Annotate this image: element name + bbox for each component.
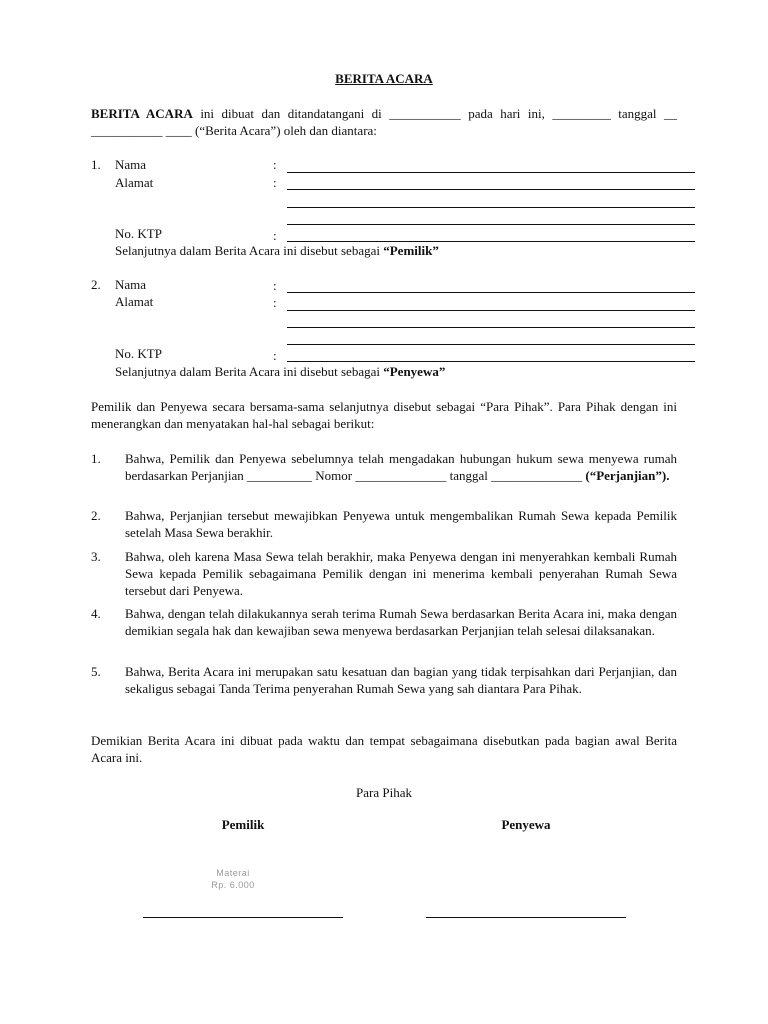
list-item-number: 1.	[91, 451, 101, 466]
party1-address-label: Alamat	[115, 175, 154, 190]
party1-note	[115, 242, 439, 259]
party1-address-line-3	[287, 224, 695, 225]
stamp-label: Materai	[216, 868, 250, 878]
list-item-number: 4.	[91, 606, 101, 621]
party2-note	[115, 363, 445, 380]
stamp-placeholder	[196, 867, 270, 891]
signature-line-pemilik	[143, 917, 343, 918]
closing-paragraph: Demikian Berita Acara ini dibuat pada waktu dan tempat sebagaimana disebutkan pada bagian awal Berita Acara ini.	[91, 733, 677, 765]
list-item-text: Bahwa, oleh karena Masa Sewa telah berakhir, maka Penyewa dengan ini menyerahkan kembali Rumah Sewa kepada Pemilik sebagaimana Pemilik dengan ini menerima kembali penyerahan Rumah Sewa tersebut dari Penyewa.	[125, 549, 677, 598]
intro-lead: BERITA ACARA	[91, 106, 193, 121]
party2-ktp-colon: :	[273, 348, 277, 363]
list-item-text: Bahwa, dengan telah dilakukannya serah terima Rumah Sewa berdasarkan Berita Acara ini, maka dengan demikian segala hak dan kewajiban sewa menyewa berdasarkan Perjanjian telah selesai dilaksanakan.	[125, 606, 677, 638]
para-pihak-paragraph: Pemilik dan Penyewa secara bersama-sama selanjutnya disebut sebagai “Para Pihak”. Para Pihak dengan ini menerangkan dan menyatakan hal-hal sebagai berikut:	[91, 399, 677, 431]
party2-address-label: Alamat	[115, 294, 154, 309]
signature-left-label: Pemilik	[221, 817, 265, 832]
party1-role: “Pemilik”	[383, 243, 439, 258]
party1-ktp-label: No. KTP	[115, 226, 162, 241]
party1-address-line-2	[287, 207, 695, 208]
party1-address-line-1	[287, 189, 695, 190]
party2-name-line	[287, 292, 695, 293]
party1-address-colon: :	[273, 175, 277, 190]
signature-right-label: Penyewa	[501, 817, 551, 832]
list-item-text: Bahwa, Berita Acara ini merupakan satu kesatuan dan bagian yang tidak terpisahkan dari Perjanjian, dan sekaligus sebagai Tanda Terima penyerahan Rumah Sewa yang sah diantara Para Pihak.	[125, 664, 677, 696]
party2-ktp-label: No. KTP	[115, 346, 162, 361]
list-item-number: 5.	[91, 664, 101, 679]
signature-heading: Para Pihak	[356, 785, 412, 800]
document-title: BERITA ACARA	[335, 71, 433, 86]
list-item-text: Bahwa, Perjanjian tersebut mewajibkan Penyewa untuk mengembalikan Rumah Sewa kepada Pemilik setelah Masa Sewa berakhir.	[125, 508, 677, 540]
party2-role: “Penyewa”	[383, 364, 446, 379]
party1-name-label: Nama	[115, 157, 147, 172]
party2-name-colon: :	[273, 278, 277, 293]
party1-ktp-colon: :	[273, 228, 277, 243]
party2-name-label: Nama	[115, 277, 147, 292]
list-item-number: 3.	[91, 549, 101, 564]
party1-name-colon: :	[273, 157, 277, 172]
intro-text: ini dibuat dan ditandatangani di ___________ pada hari ini, _________ tanggal __ ___________ ____ (“Berita Acara”) oleh dan diantara:	[91, 106, 677, 138]
list-item-number: 2.	[91, 508, 101, 523]
intro-paragraph	[91, 105, 677, 139]
party2-number: 2.	[91, 277, 101, 292]
list-item-body: Bahwa, Pemilik dan Penyewa sebelumnya telah mengadakan hubungan hukum sewa menyewa rumah berdasarkan Perjanjian __________ Nomor ______________ tanggal ______________	[125, 451, 677, 483]
party2-address-line-2	[287, 327, 695, 328]
party2-address-colon: :	[273, 295, 277, 310]
list-item-bold-tail: (“Perjanjian”).	[585, 468, 670, 483]
stamp-amount: Rp. 6.000	[211, 880, 255, 890]
list-item-text	[125, 450, 677, 484]
party2-address-line-1	[287, 310, 695, 311]
party1-name-line	[287, 172, 695, 173]
party2-ktp-line	[287, 361, 695, 362]
signature-line-penyewa	[426, 917, 626, 918]
party1-number: 1.	[91, 157, 101, 172]
party2-address-line-3	[287, 344, 695, 345]
party1-note-text: Selanjutnya dalam Berita Acara ini disebut sebagai	[115, 243, 384, 258]
party2-note-text: Selanjutnya dalam Berita Acara ini disebut sebagai	[115, 364, 384, 379]
